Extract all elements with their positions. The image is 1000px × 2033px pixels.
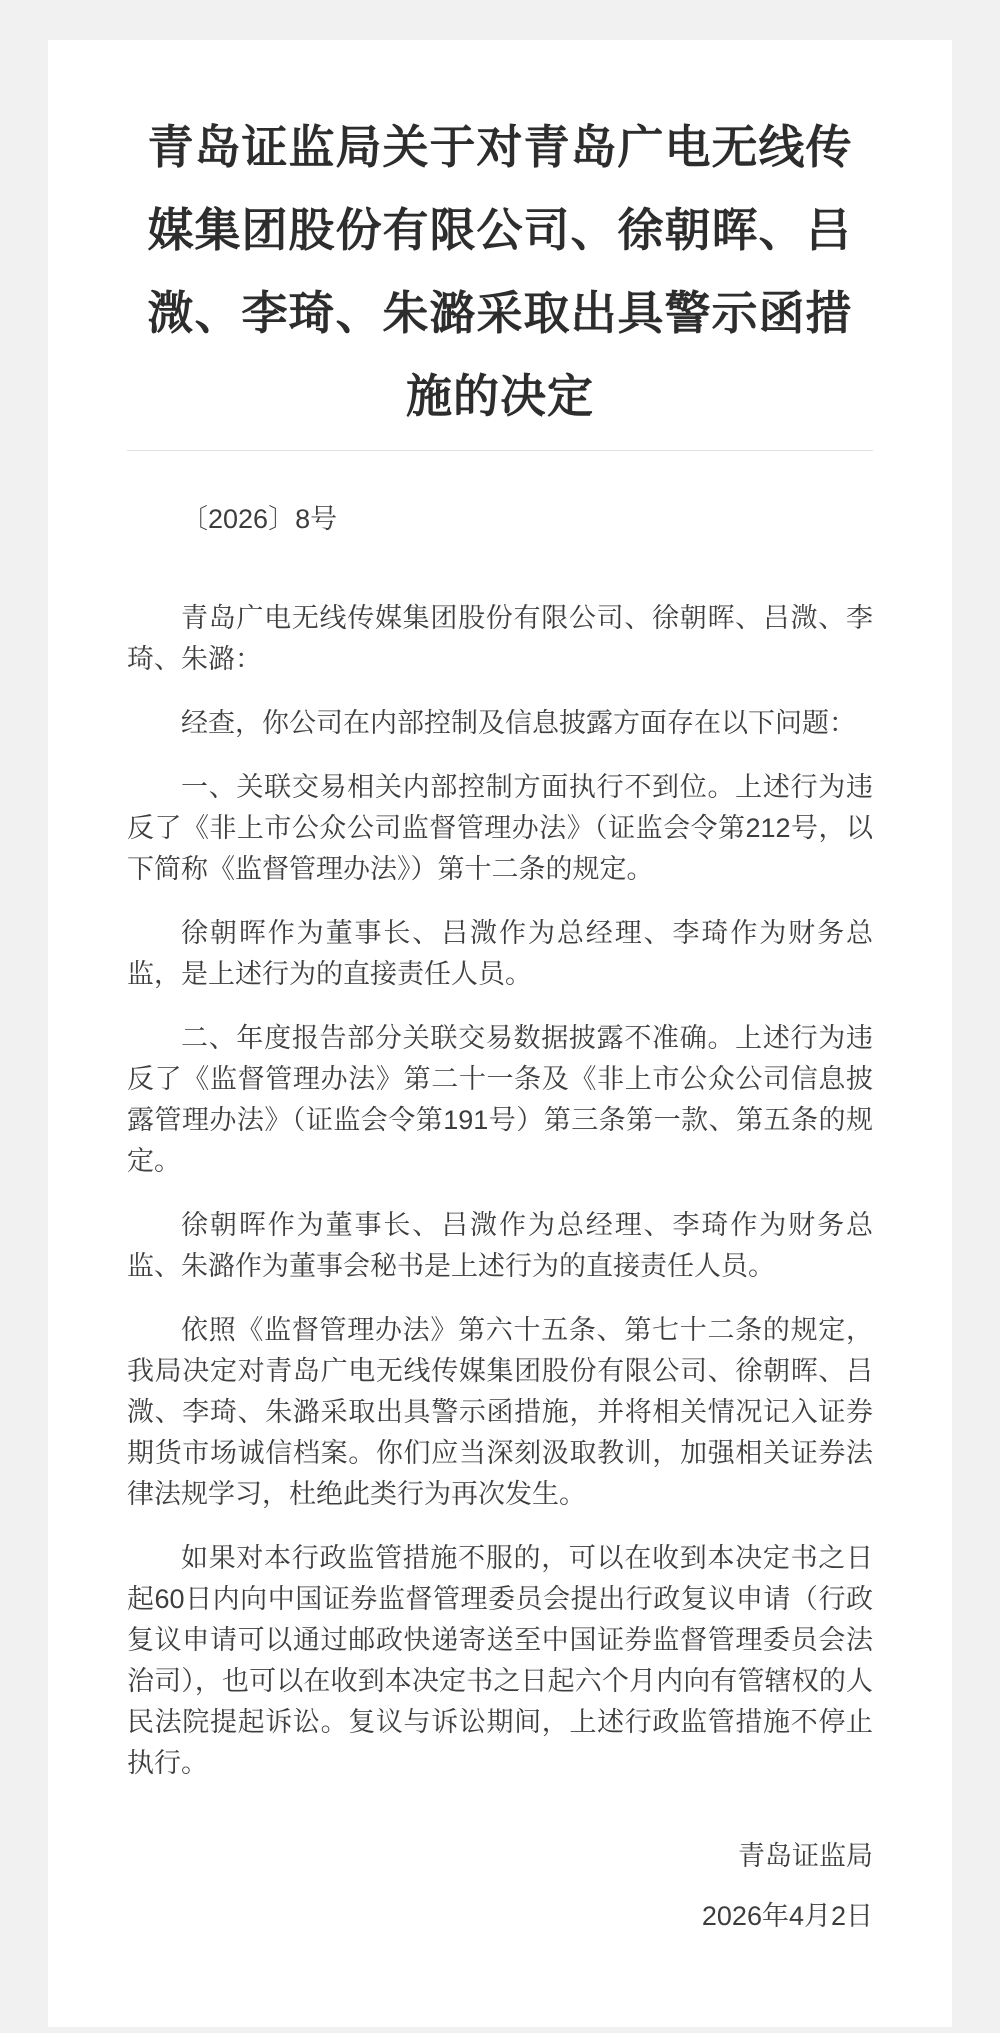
document-body [127,598,873,1784]
body-paragraph: 徐朝晖作为董事长、吕溦作为总经理、李琦作为财务总监、朱潞作为董事会秘书是上述行为的直接责任人员。 [127,1210,873,1281]
body-paragraph: 如果对本行政监管措施不服的，可以在收到本决定书之日起60日内向中国证券监督管理委员会提出行政复议申请（行政复议申请可以通过邮政快递寄送至中国证券监督管理委员会法治司），也可以在收到本决定书之日起六个月内向有管辖权的人民法院提起诉讼。复议与诉讼期间，上述行政监管措施不停止执行。 [127,1543,873,1778]
body-paragraph: 二、年度报告部分关联交易数据披露不准确。上述行为违反了《监督管理办法》第二十一条及《非上市公众公司信息披露管理办法》（证监会令第191号）第三条第一款、第五条的规定。 [127,1023,873,1176]
signature-block [127,1836,873,1937]
signature-issuer: 青岛证监局 [738,1841,873,1871]
body-paragraph: 一、关联交易相关内部控制方面执行不到位。上述行为违反了《非上市公众公司监督管理办法》（证监会令第212号，以下简称《监督管理办法》）第十二条的规定。 [127,772,873,884]
document-card [48,40,952,2027]
body-paragraph: 依照《监督管理办法》第六十五条、第七十二条的规定，我局决定对青岛广电无线传媒集团股份有限公司、徐朝晖、吕溦、李琦、朱潞采取出具警示函措施，并将相关情况记入证券期货市场诚信档案。你们应当深刻汲取教训，加强相关证券法律法规学习，杜绝此类行为再次发生。 [127,1315,873,1509]
signature-date: 2026年4月2日 [701,1901,873,1931]
document-title: 青岛证监局关于对青岛广电无线传媒集团股份有限公司、徐朝晖、吕溦、李琦、朱潞采取出具警示函措施的决定 [147,121,853,422]
body-paragraph: 徐朝晖作为董事长、吕溦作为总经理、李琦作为财务总监，是上述行为的直接责任人员。 [127,918,873,989]
body-paragraph: 青岛广电无线传媒集团股份有限公司、徐朝晖、吕溦、李琦、朱潞： [127,603,873,674]
document-number: 〔2026〕8号 [181,504,338,534]
body-paragraph: 经查，你公司在内部控制及信息披露方面存在以下问题： [181,708,856,738]
title-divider [127,450,873,451]
